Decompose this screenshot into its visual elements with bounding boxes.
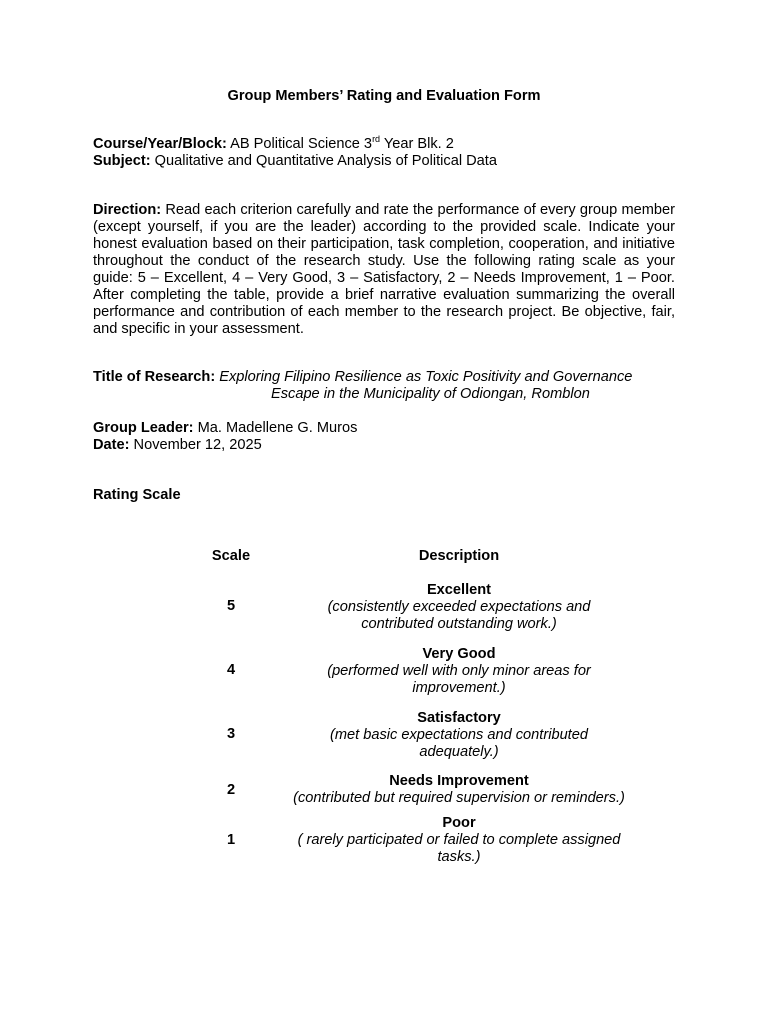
date-label: Date: xyxy=(93,437,130,453)
leader-label: Group Leader: xyxy=(93,420,194,436)
row-text: (met basic expectations and contributed adequately.) xyxy=(330,727,588,760)
rating-scale-heading: Rating Scale xyxy=(93,487,181,503)
leader-line xyxy=(93,420,675,437)
header-description: Description xyxy=(418,548,500,564)
course-label: Course/Year/Block: xyxy=(93,136,227,152)
row-label: Poor xyxy=(442,815,476,831)
course-value-pre: AB Political Science 3 xyxy=(226,136,373,152)
row-scale: 1 xyxy=(226,832,236,848)
course-value-post: Year Blk. 2 xyxy=(380,136,454,152)
row-text: (consistently exceeded expectations and contributed outstanding work.) xyxy=(327,599,591,632)
direction-label: Direction: xyxy=(93,202,162,218)
date-line xyxy=(93,437,675,454)
direction-paragraph xyxy=(93,202,675,338)
row-label: Needs Improvement xyxy=(389,773,529,789)
row-scale: 5 xyxy=(226,598,236,614)
leader-value: Ma. Madellene G. Muros xyxy=(193,420,358,436)
row-description xyxy=(279,710,639,761)
row-text: (contributed but required supervision or reminders.) xyxy=(293,790,625,806)
row-label: Very Good xyxy=(422,646,496,662)
row-description xyxy=(279,773,639,807)
row-text: ( rarely participated or failed to complete assigned tasks.) xyxy=(297,832,621,865)
header-scale: Scale xyxy=(211,548,251,564)
research-line2: Escape in the Municipality of Odiongan, Romblon xyxy=(271,386,590,402)
subject-label: Subject: xyxy=(93,153,151,169)
row-scale: 4 xyxy=(226,662,236,678)
row-scale: 2 xyxy=(226,782,236,798)
form-title: Group Members’ Rating and Evaluation Form xyxy=(227,88,541,104)
row-description xyxy=(279,582,639,633)
research-label: Title of Research: xyxy=(93,369,216,385)
course-line xyxy=(93,136,675,153)
row-text: (performed well with only minor areas for improvement.) xyxy=(327,663,591,696)
research-line1: Exploring Filipino Resilience as Toxic Positivity and Governance xyxy=(215,369,633,385)
row-description xyxy=(279,646,639,697)
direction-text: Read each criterion carefully and rate the performance of every group member (except yourself, if you are the leader) according to the provided scale. Indicate your honest evaluation based on their participation, task completion, cooperation, and initiative throughout the conduct of the research study. Use the following rating scale as your guide: 5 – Excellent, 4 – Very Good, 3 – Satisfactory, 2 – Needs Improvement, 1 – Poor. After completing the table, provide a brief narrative evaluation summarizing the overall performance and contribution of each member to the research project. Be objective, fair, and specific in your assessment. xyxy=(93,202,675,337)
date-value: November 12, 2025 xyxy=(129,437,262,453)
row-scale: 3 xyxy=(226,726,236,742)
row-label: Satisfactory xyxy=(417,710,501,726)
row-description xyxy=(279,815,639,866)
subject-line xyxy=(93,153,675,170)
course-value-sup: rd xyxy=(372,134,381,145)
subject-value: Qualitative and Quantitative Analysis of Political Data xyxy=(150,153,497,169)
row-label: Excellent xyxy=(426,582,492,598)
research-title xyxy=(93,369,675,403)
